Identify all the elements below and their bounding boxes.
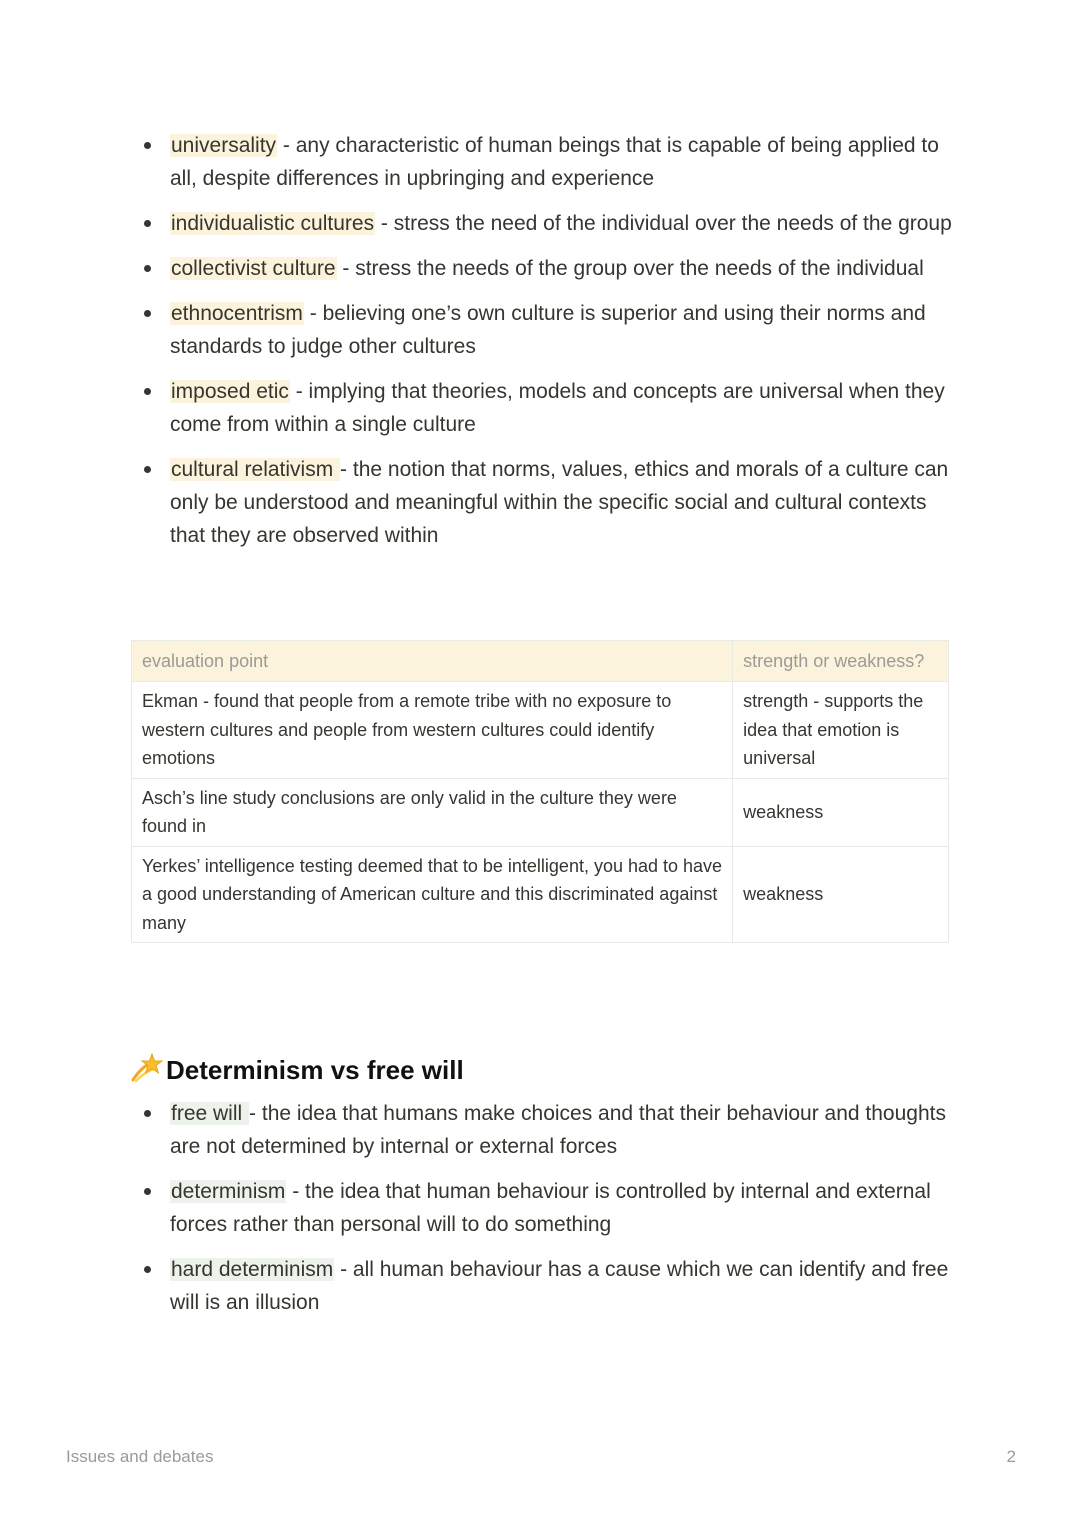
definition-text: - stress the need of the individual over the needs of the group bbox=[375, 212, 952, 235]
table-cell-point: Yerkes’ intelligence testing deemed that to be intelligent, you had to have a good understanding of American culture and this discriminated against many bbox=[132, 846, 733, 943]
definition-text: - any characteristic of human beings that is capable of being applied to all, despite differences in upbringing and experience bbox=[170, 134, 939, 190]
footer-section-name: Issues and debates bbox=[66, 1447, 214, 1466]
table-header-evaluation-point: evaluation point bbox=[132, 641, 733, 682]
bullet-icon bbox=[144, 1266, 151, 1273]
table-row bbox=[132, 846, 949, 943]
table-cell-verdict: strength - supports the idea that emotion is universal bbox=[733, 682, 949, 779]
bullet-icon bbox=[144, 310, 151, 317]
section-heading bbox=[130, 1050, 464, 1090]
definition-term: universality bbox=[171, 134, 277, 157]
list-item bbox=[140, 129, 960, 195]
bullet-icon bbox=[144, 265, 151, 272]
dizzy-star-icon bbox=[130, 1050, 166, 1091]
definition-term: individualistic cultures bbox=[171, 212, 375, 235]
definition-term: ethnocentrism bbox=[171, 302, 303, 325]
definition-term: hard determinism bbox=[171, 1258, 334, 1281]
list-item bbox=[140, 375, 960, 441]
list-item bbox=[140, 207, 960, 240]
list-item bbox=[140, 453, 960, 552]
bullet-icon bbox=[144, 1110, 151, 1117]
definition-text: - believing one’s own culture is superior and using their norms and standards to judge other cultures bbox=[170, 302, 926, 358]
definition-term: collectivist culture bbox=[171, 257, 336, 280]
definitions-list-determinism bbox=[140, 1097, 960, 1331]
list-item bbox=[140, 252, 960, 285]
table-cell-point: Asch’s line study conclusions are only valid in the culture they were found in bbox=[132, 778, 733, 846]
table-cell-verdict: weakness bbox=[733, 846, 949, 943]
definition-text: - the idea that humans make choices and that their behaviour and thoughts are not determined by internal or external forces bbox=[170, 1102, 946, 1158]
table-cell-point: Ekman - found that people from a remote tribe with no exposure to western cultures and people from western cultures could identify emotions bbox=[132, 682, 733, 779]
definition-term: free will bbox=[171, 1102, 249, 1125]
table-cell-verdict: weakness bbox=[733, 778, 949, 846]
table-row bbox=[132, 778, 949, 846]
bullet-icon bbox=[144, 388, 151, 395]
bullet-icon bbox=[144, 1188, 151, 1195]
definitions-list-culture bbox=[140, 129, 960, 564]
definition-text: - implying that theories, models and concepts are universal when they come from within a single culture bbox=[170, 380, 945, 436]
definition-text: - the notion that norms, values, ethics and morals of a culture can only be understood and meaningful within the specific social and cultural contexts that they are observed within bbox=[170, 458, 949, 547]
definition-term: cultural relativism bbox=[171, 458, 340, 481]
table-header-row bbox=[132, 641, 949, 682]
table-header-strength-or-weakness: strength or weakness? bbox=[733, 641, 949, 682]
definition-term: imposed etic bbox=[171, 380, 289, 403]
bullet-icon bbox=[144, 220, 151, 227]
bullet-icon bbox=[144, 142, 151, 149]
definition-text: - stress the needs of the group over the needs of the individual bbox=[336, 257, 924, 280]
evaluation-table bbox=[131, 640, 949, 943]
list-item bbox=[140, 1253, 960, 1319]
definition-term: determinism bbox=[171, 1180, 286, 1203]
list-item bbox=[140, 1175, 960, 1241]
definition-text: - the idea that human behaviour is controlled by internal and external forces rather than personal will to do something bbox=[170, 1180, 931, 1236]
definition-text: - all human behaviour has a cause which we can identify and free will is an illusion bbox=[170, 1258, 949, 1314]
page-number: 2 bbox=[1006, 1447, 1016, 1466]
section-title: Determinism vs free will bbox=[166, 1054, 464, 1085]
list-item bbox=[140, 297, 960, 363]
bullet-icon bbox=[144, 466, 151, 473]
table-row bbox=[132, 682, 949, 779]
list-item bbox=[140, 1097, 960, 1163]
